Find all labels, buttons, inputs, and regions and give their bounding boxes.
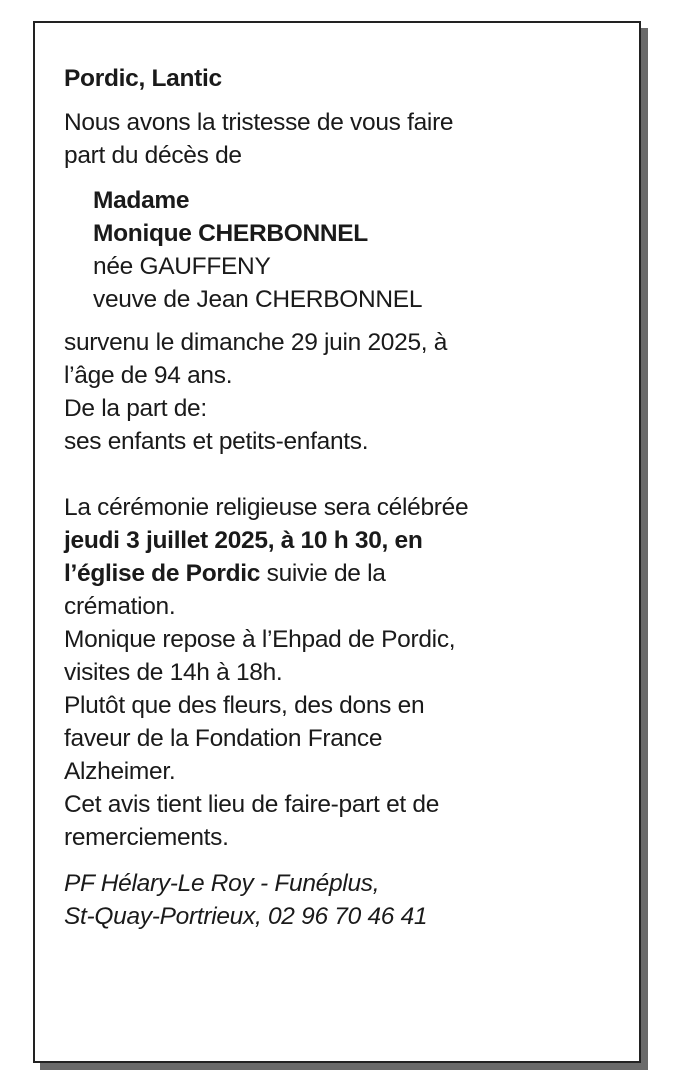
- obituary-notice: [64, 62, 574, 933]
- deceased-title: Madame: [93, 187, 190, 214]
- death-info-line: survenu le dimanche 29 juin 2025, à: [64, 329, 448, 356]
- paragraph-spacer: [64, 458, 574, 491]
- ceremony-place-line: [64, 557, 574, 590]
- details-line: Monique repose à l’Ehpad de Pordic,: [64, 626, 456, 653]
- ceremony-church: l’église de Pordic: [64, 560, 261, 587]
- notice-place: Pordic, Lantic: [64, 65, 222, 92]
- intro-line: Nous avons la tristesse de vous faire: [64, 109, 454, 136]
- notice-intro: [64, 106, 574, 172]
- intro-line: part du décès de: [64, 142, 242, 169]
- ceremony-line: crémation.: [64, 593, 176, 620]
- funeral-home-contact: St-Quay-Portrieux, 02 96 70 46 41: [64, 903, 428, 930]
- deceased-block: [93, 184, 574, 316]
- details-line: Plutôt que des fleurs, des dons en: [64, 692, 425, 719]
- death-info-line: l’âge de 94 ans.: [64, 362, 233, 389]
- ceremony-date-line: jeudi 3 juillet 2025, à 10 h 30, en: [64, 527, 423, 554]
- details-line: Alzheimer.: [64, 758, 176, 785]
- ceremony-line: La cérémonie religieuse sera célébrée: [64, 494, 469, 521]
- details-line: visites de 14h à 18h.: [64, 659, 283, 686]
- death-info-line: De la part de:: [64, 395, 207, 422]
- ceremony-followed-by: suivie de la: [260, 560, 386, 587]
- death-info-line: ses enfants et petits-enfants.: [64, 428, 369, 455]
- details-line: Cet avis tient lieu de faire-part et de: [64, 791, 440, 818]
- deceased-widow-of: veuve de Jean CHERBONNEL: [93, 286, 423, 313]
- death-info: [64, 326, 574, 458]
- funeral-home-name: PF Hélary-Le Roy - Funéplus,: [64, 870, 380, 897]
- deceased-name: Monique CHERBONNEL: [93, 220, 368, 247]
- details-line: faveur de la Fondation France: [64, 725, 383, 752]
- notice-details: [64, 623, 574, 854]
- funeral-home: [64, 867, 574, 933]
- ceremony-info: [64, 491, 574, 623]
- details-line: remerciements.: [64, 824, 229, 851]
- deceased-birth-name: née GAUFFENY: [93, 253, 271, 280]
